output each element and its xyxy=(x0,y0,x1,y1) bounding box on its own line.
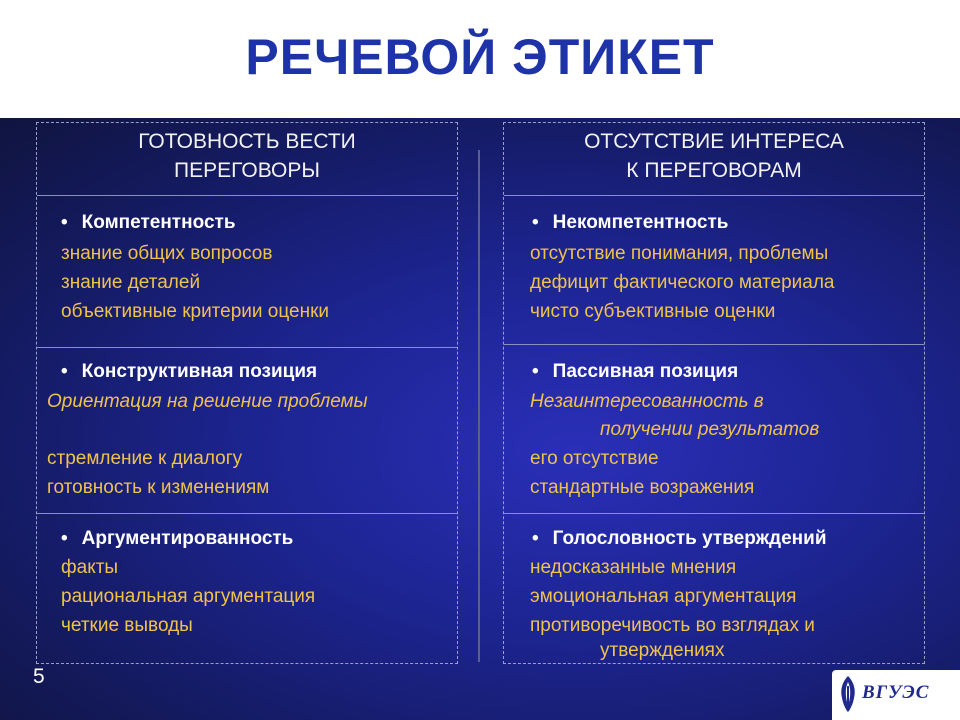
right-header-line-2: К ПЕРЕГОВОРАМ xyxy=(626,159,802,182)
left-section-3-item-3: четкие выводы xyxy=(61,615,193,636)
right-section-3-item-4: утверждениях xyxy=(600,640,725,661)
left-header-line-1: ГОТОВНОСТЬ ВЕСТИ xyxy=(138,130,356,153)
right-section-2-item-4: стандартные возражения xyxy=(530,477,755,498)
left-section-1-item-3: объективные критерии оценки xyxy=(61,301,330,322)
right-section-2-bullet: • Пассивная позиция xyxy=(532,361,739,382)
right-section-3-item-1: недосказанные мнения xyxy=(530,557,737,578)
left-header-divider xyxy=(37,195,457,196)
right-section-3-item-3: противоречивость во взглядах и xyxy=(530,615,815,636)
right-section-2-item-2: получении результатов xyxy=(600,419,820,440)
left-divider-1 xyxy=(37,347,457,348)
left-section-2-item-3: готовность к изменениям xyxy=(47,477,270,498)
right-section-1-item-3: чисто субъективные оценки xyxy=(530,301,776,322)
page-number: 5 xyxy=(33,665,45,688)
left-header-line-2: ПЕРЕГОВОРЫ xyxy=(174,159,320,182)
right-section-1-item-1: отсутствие понимания, проблемы xyxy=(530,243,829,264)
left-column xyxy=(36,122,458,664)
title-bar xyxy=(0,0,960,118)
right-header-divider xyxy=(504,195,924,196)
left-section-1-item-2: знание деталей xyxy=(61,272,201,293)
left-section-3-item-2: рациональная аргументация xyxy=(61,586,316,607)
left-section-2-item-2: стремление к диалогу xyxy=(47,448,243,469)
left-section-1-bullet: • Компетентность xyxy=(61,212,236,233)
center-divider xyxy=(478,150,480,662)
right-header-line-1: ОТСУТСТВИЕ ИНТЕРЕСА xyxy=(584,130,844,153)
left-divider-2 xyxy=(37,513,457,514)
right-section-3-item-2: эмоциональная аргументация xyxy=(530,586,797,607)
left-section-3-bullet: • Аргументированность xyxy=(61,528,294,549)
logo-text: ВГУЭС xyxy=(862,682,930,703)
right-section-3-bullet: • Голословность утверждений xyxy=(532,528,827,549)
left-section-3-item-1: факты xyxy=(61,557,119,578)
left-section-2-item-1: Ориентация на решение проблемы xyxy=(47,391,368,412)
university-logo xyxy=(832,670,960,720)
right-column-header xyxy=(504,123,924,195)
right-divider-1 xyxy=(504,344,924,345)
right-section-1-bullet: • Некомпетентность xyxy=(532,212,729,233)
right-divider-2 xyxy=(504,513,924,514)
logo-emblem-icon xyxy=(836,674,860,714)
left-section-2-bullet: • Конструктивная позиция xyxy=(61,361,318,382)
right-section-1-item-2: дефицит фактического материала xyxy=(530,272,835,293)
left-column-header xyxy=(37,123,457,195)
right-column xyxy=(503,122,925,664)
right-section-2-item-1: Незаинтересованность в xyxy=(530,391,764,412)
right-section-2-item-3: его отсутствие xyxy=(530,448,659,469)
slide-title: РЕЧЕВОЙ ЭТИКЕТ xyxy=(245,29,715,85)
left-section-1-item-1: знание общих вопросов xyxy=(61,243,273,264)
